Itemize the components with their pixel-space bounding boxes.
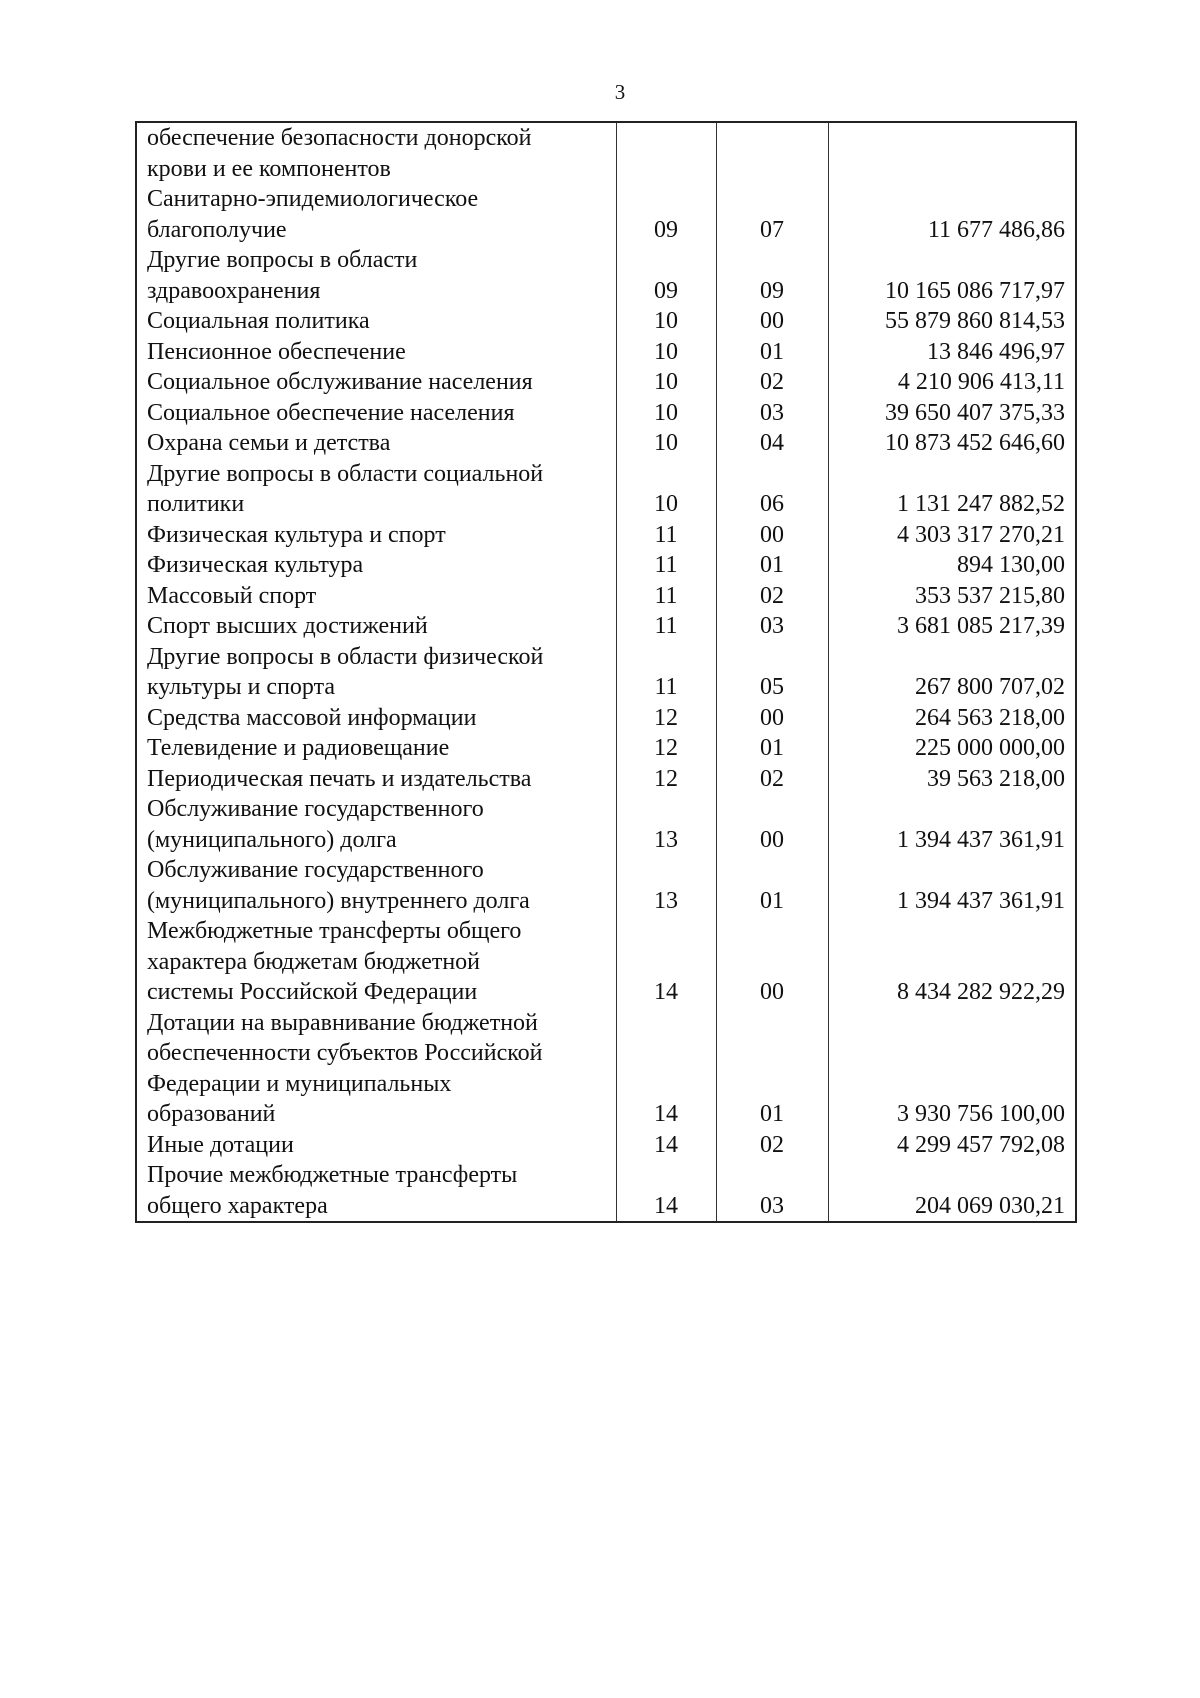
row-subsection-code: 01 (716, 855, 828, 916)
row-name-line: системы Российской Федерации (147, 979, 478, 1005)
table-row (136, 855, 1076, 916)
row-name-cell (136, 367, 616, 398)
row-name-line: Периодическая печать и издательства (147, 765, 532, 792)
table-row (136, 550, 1076, 581)
row-name-cell (136, 703, 616, 734)
row-section-code: 13 (616, 794, 716, 855)
row-name-line: Физическая культура (147, 552, 364, 578)
row-amount: 10 165 086 717,97 (828, 245, 1076, 306)
table-row (136, 703, 1076, 734)
table-row (136, 459, 1076, 520)
row-section-code: 10 (616, 337, 716, 368)
row-subsection-code: 03 (716, 398, 828, 429)
row-subsection-code: 09 (716, 245, 828, 306)
row-name-line: Обслуживание государственного (147, 857, 484, 883)
row-name-cell (136, 550, 616, 581)
row-name-line: здравоохранения (147, 277, 321, 304)
row-subsection-code: 05 (716, 642, 828, 703)
row-amount: 1 394 437 361,91 (828, 794, 1076, 855)
row-name-line: (муниципального) долга (147, 826, 397, 853)
row-subsection-code: 00 (716, 306, 828, 337)
row-name-line: Социальная политика (147, 308, 370, 334)
row-amount: 225 000 000,00 (828, 733, 1076, 764)
row-name-line: Межбюджетные трансферты общего (147, 918, 522, 944)
table-row (136, 794, 1076, 855)
row-name-cell (136, 1160, 616, 1222)
table-row (136, 184, 1076, 245)
row-subsection-code: 00 (716, 794, 828, 855)
row-amount: 894 130,00 (828, 550, 1076, 581)
row-name-cell (136, 245, 616, 306)
row-name-line: Санитарно-эпидемиологическое (147, 186, 479, 212)
row-name-cell (136, 337, 616, 368)
row-amount: 11 677 486,86 (828, 184, 1076, 245)
row-name-cell (136, 1008, 616, 1130)
row-name-line: Прочие межбюджетные трансферты (147, 1162, 518, 1188)
row-subsection-code: 02 (716, 581, 828, 612)
row-section-code: 10 (616, 398, 716, 429)
table-row (136, 611, 1076, 642)
row-section-code: 11 (616, 611, 716, 642)
row-name-line: Другие вопросы в области (147, 247, 418, 273)
row-name-line: Пенсионное обеспечение (147, 338, 406, 365)
row-amount: 1 394 437 361,91 (828, 855, 1076, 916)
row-name-cell (136, 794, 616, 855)
row-amount: 4 303 317 270,21 (828, 520, 1076, 551)
row-name-line: Социальное обслуживание населения (147, 369, 533, 395)
row-name-line: Спорт высших достижений (147, 613, 428, 639)
row-amount: 264 563 218,00 (828, 703, 1076, 734)
row-subsection-code: 00 (716, 703, 828, 734)
row-name-cell (136, 306, 616, 337)
row-section-code: 12 (616, 703, 716, 734)
row-subsection-code: 03 (716, 611, 828, 642)
row-name-line: Другие вопросы в области социальной (147, 460, 544, 487)
row-amount: 3 930 756 100,00 (828, 1008, 1076, 1130)
row-amount: 3 681 085 217,39 (828, 611, 1076, 642)
row-subsection-code: 01 (716, 1008, 828, 1130)
row-name-line: Средства массовой информации (147, 704, 477, 731)
row-amount: 204 069 030,21 (828, 1160, 1076, 1222)
row-name-cell (136, 611, 616, 642)
row-name-cell (136, 122, 616, 184)
row-name-line: образований (147, 1101, 276, 1127)
row-section-code: 09 (616, 184, 716, 245)
row-name-line: Охрана семьи и детства (147, 430, 391, 456)
row-amount: 39 563 218,00 (828, 764, 1076, 795)
row-name-line: культуры и спорта (147, 674, 336, 700)
row-subsection-code: 04 (716, 428, 828, 459)
row-amount: 1 131 247 882,52 (828, 459, 1076, 520)
row-subsection-code: 01 (716, 337, 828, 368)
table-row (136, 398, 1076, 429)
row-name-line: общего характера (147, 1192, 328, 1219)
row-section-code: 14 (616, 1008, 716, 1130)
table-row (136, 1160, 1076, 1222)
row-name-line: крови и ее компонентов (147, 155, 391, 182)
row-section-code: 14 (616, 1130, 716, 1161)
row-section-code: 09 (616, 245, 716, 306)
table-row (136, 916, 1076, 1008)
table-row (136, 764, 1076, 795)
row-subsection-code: 02 (716, 367, 828, 398)
row-subsection-code: 00 (716, 520, 828, 551)
row-name-cell (136, 642, 616, 703)
row-name-line: политики (147, 491, 245, 517)
row-name-cell (136, 855, 616, 916)
row-amount: 10 873 452 646,60 (828, 428, 1076, 459)
row-name-line: Федерации и муниципальных (147, 1070, 452, 1097)
row-name-line: Социальное обеспечение населения (147, 399, 515, 426)
row-name-cell (136, 520, 616, 551)
row-section-code: 11 (616, 581, 716, 612)
row-name-cell (136, 733, 616, 764)
row-subsection-code: 07 (716, 184, 828, 245)
row-section-code: 14 (616, 916, 716, 1008)
table-row (136, 367, 1076, 398)
table-row (136, 642, 1076, 703)
row-section-code: 13 (616, 855, 716, 916)
table-row (136, 306, 1076, 337)
row-subsection-code: 01 (716, 550, 828, 581)
table-row (136, 428, 1076, 459)
row-name-line: (муниципального) внутреннего долга (147, 887, 530, 914)
row-name-cell (136, 764, 616, 795)
row-name-line: обеспечение безопасности донорской (147, 125, 532, 151)
row-subsection-code: 03 (716, 1160, 828, 1222)
row-section-code: 11 (616, 550, 716, 581)
table-row (136, 733, 1076, 764)
row-amount: 13 846 496,97 (828, 337, 1076, 368)
row-name-line: Другие вопросы в области физической (147, 643, 544, 670)
row-name-cell (136, 916, 616, 1008)
row-section-code: 12 (616, 764, 716, 795)
row-amount: 4 299 457 792,08 (828, 1130, 1076, 1161)
table-row (136, 245, 1076, 306)
row-amount: 8 434 282 922,29 (828, 916, 1076, 1008)
row-name-line: Обслуживание государственного (147, 796, 484, 822)
row-name-cell (136, 184, 616, 245)
row-amount: 39 650 407 375,33 (828, 398, 1076, 429)
table-row (136, 520, 1076, 551)
row-name-line: Дотации на выравнивание бюджетной (147, 1009, 538, 1036)
table-row (136, 337, 1076, 368)
table-row (136, 122, 1076, 184)
row-amount: 267 800 707,02 (828, 642, 1076, 703)
row-name-cell (136, 398, 616, 429)
row-section-code: 10 (616, 367, 716, 398)
table-row (136, 1008, 1076, 1130)
row-section-code: 14 (616, 1160, 716, 1222)
row-name-line: обеспеченности субъектов Российской (147, 1040, 543, 1066)
row-name-line: Физическая культура и спорт (147, 521, 446, 548)
row-section-code: 12 (616, 733, 716, 764)
row-name-line: характера бюджетам бюджетной (147, 948, 481, 975)
row-section-code: 11 (616, 520, 716, 551)
page-number: 3 (614, 80, 626, 104)
row-name-cell (136, 1130, 616, 1161)
row-section-code: 10 (616, 459, 716, 520)
row-section-code (616, 122, 716, 184)
row-name-cell (136, 428, 616, 459)
row-name-line: Телевидение и радиовещание (147, 735, 450, 761)
row-amount: 55 879 860 814,53 (828, 306, 1076, 337)
row-subsection-code: 02 (716, 1130, 828, 1161)
row-amount (828, 122, 1076, 184)
row-amount: 4 210 906 413,11 (828, 367, 1076, 398)
row-subsection-code (716, 122, 828, 184)
row-subsection-code: 02 (716, 764, 828, 795)
row-name-cell (136, 459, 616, 520)
table-row (136, 1130, 1076, 1161)
row-subsection-code: 01 (716, 733, 828, 764)
row-name-cell (136, 581, 616, 612)
row-section-code: 10 (616, 306, 716, 337)
table-body (136, 122, 1076, 1222)
row-section-code: 11 (616, 642, 716, 703)
row-subsection-code: 06 (716, 459, 828, 520)
row-name-line: Массовый спорт (147, 582, 317, 609)
row-subsection-code: 00 (716, 916, 828, 1008)
table-row (136, 581, 1076, 612)
budget-expenditure-table (135, 121, 1077, 1223)
row-section-code: 10 (616, 428, 716, 459)
row-name-line: благополучие (147, 216, 287, 243)
row-amount: 353 537 215,80 (828, 581, 1076, 612)
row-name-line: Иные дотации (147, 1131, 294, 1158)
